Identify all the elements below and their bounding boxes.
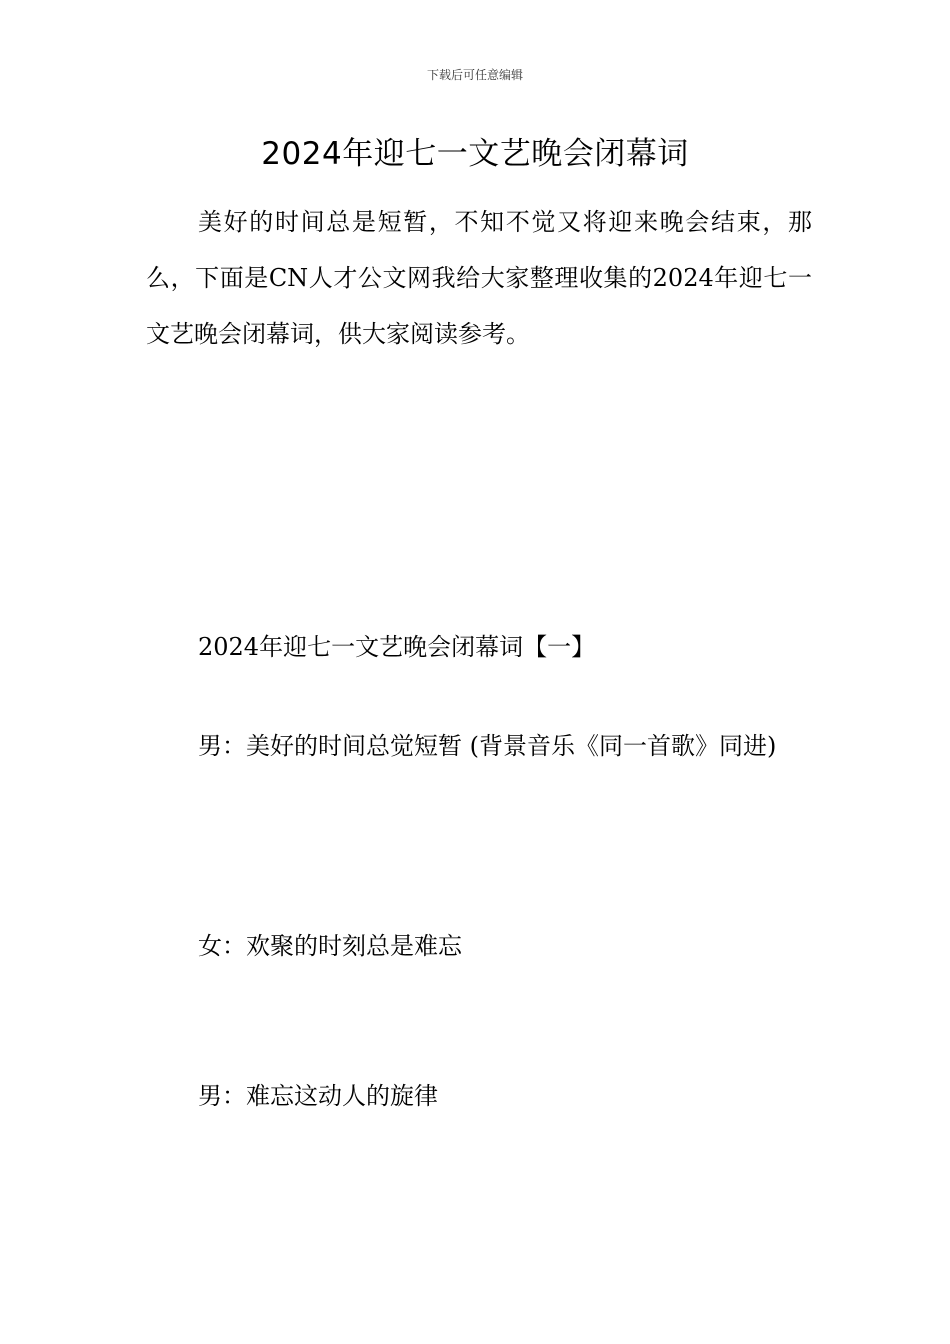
header-note: 下载后可任意编辑 bbox=[426, 68, 523, 82]
dialogue-line: 男：难忘这动人的旋律 bbox=[198, 1082, 438, 1110]
section-heading: 2024年迎七一文艺晚会闭幕词【一】 bbox=[198, 633, 596, 661]
intro-paragraph: 美好的时间总是短暂，不知不觉又将迎来晚会结束，那么，下面是CN人才公文网我给大家整理收集的2024年迎七一文艺晚会闭幕词，供大家阅读参考。 bbox=[146, 208, 812, 348]
dialogue-line: 女：欢聚的时刻总是难忘 bbox=[198, 932, 462, 960]
document-title: 2024年迎七一文艺晚会闭幕词 bbox=[261, 136, 689, 172]
dialogue-line: 男：美好的时间总觉短暂 (背景音乐《同一首歌》同进) bbox=[198, 732, 777, 760]
